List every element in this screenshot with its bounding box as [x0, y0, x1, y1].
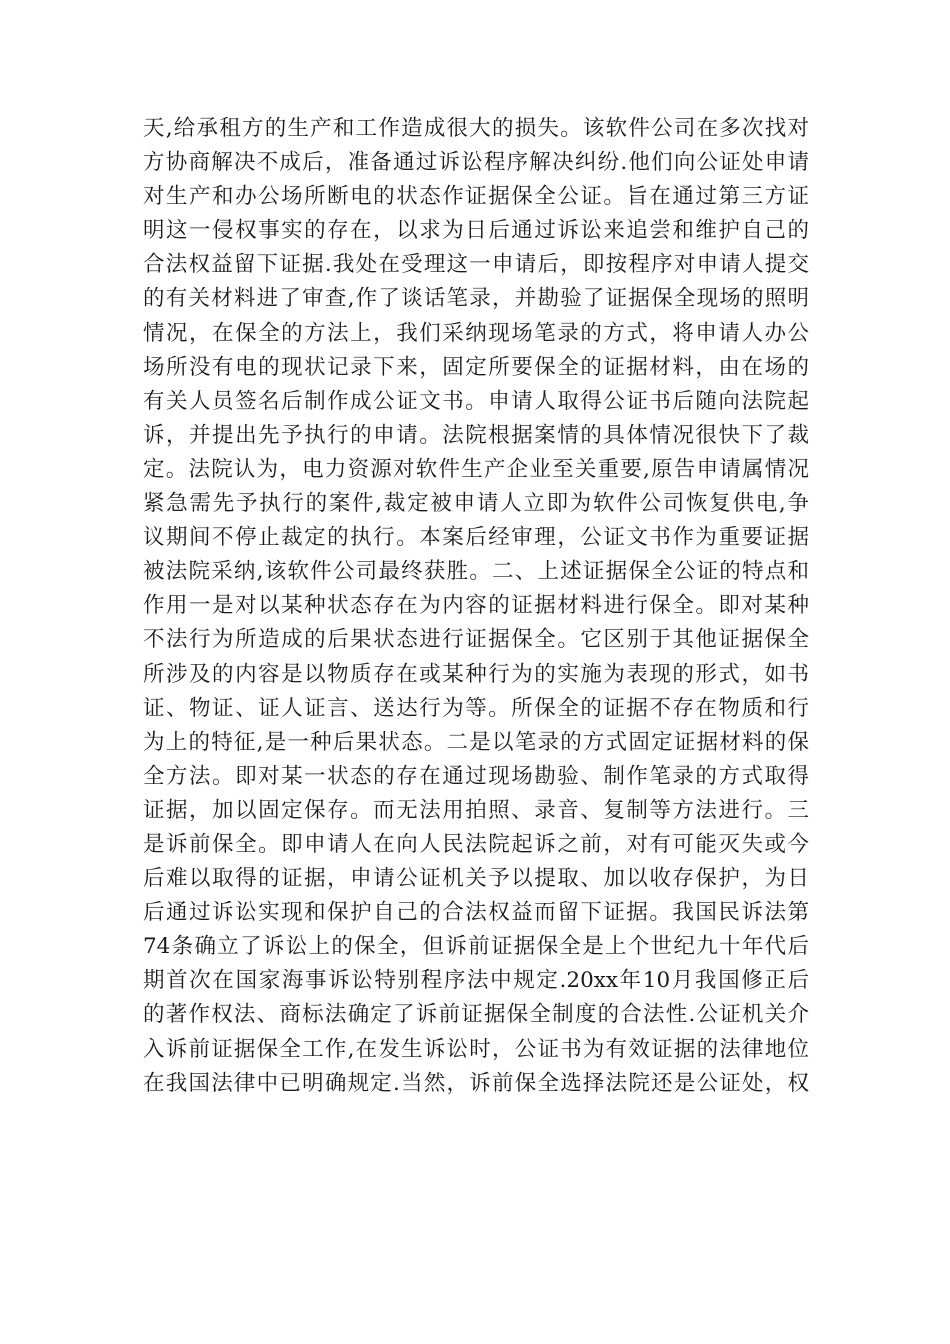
text-line: 的有关材料进了审查,作了谈话笔录，并勘验了证据保全现场的照明: [143, 286, 809, 312]
text-line: 定。法院认为，电力资源对软件生产企业至关重要,原告申请属情况: [143, 456, 809, 482]
text-line: 场所没有电的现状记录下来，固定所要保全的证据材料，由在场的: [143, 354, 809, 380]
text-line: 明这一侵权事实的存在，以求为日后通过诉讼来追尝和维护自己的: [143, 218, 809, 244]
text-line: 被法院采纳,该软件公司最终获胜。二、上述证据保全公证的特点和: [143, 559, 809, 585]
text-line: 证、物证、证人证言、送达行为等。所保全的证据不存在物质和行: [143, 695, 809, 721]
text-line: 天,给承租方的生产和工作造成很大的损失。该软件公司在多次找对: [143, 116, 809, 141]
text-line: 的著作权法、商标法确定了诉前证据保全制度的合法性.公证机关介: [143, 1002, 809, 1028]
text-line: 诉，并提出先予执行的申请。法院根据案情的具体情况很快下了裁: [143, 422, 809, 448]
text-line: 对生产和办公场所断电的状态作证据保全公证。旨在通过第三方证: [143, 184, 809, 210]
text-line: 后难以取得的证据，申请公证机关予以提取、加以收存保护，为日: [143, 866, 809, 892]
body-paragraph: [143, 112, 809, 1101]
text-line: 后通过诉讼实现和保护自己的合法权益而留下证据。我国民诉法第: [143, 900, 809, 926]
text-line: 方协商解决不成后，准备通过诉讼程序解决纠纷.他们向公证处申请: [143, 150, 809, 176]
text-line: 合法权益留下证据.我处在受理这一申请后，即按程序对申请人提交: [143, 252, 809, 278]
text-line: 证据，加以固定保存。而无法用拍照、录音、复制等方法进行。三: [143, 797, 809, 823]
text-line: 74条确立了诉讼上的保全，但诉前证据保全是上个世纪九十年代后: [143, 934, 809, 960]
text-line: 议期间不停止裁定的执行。本案后经审理，公证文书作为重要证据: [143, 525, 809, 551]
text-line: 所涉及的内容是以物质存在或某种行为的实施为表现的形式，如书: [143, 661, 809, 687]
text-line: 是诉前保全。即申请人在向人民法院起诉之前，对有可能灭失或今: [143, 831, 809, 857]
text-line: 作用一是对以某种状态存在为内容的证据材料进行保全。即对某种: [143, 593, 809, 619]
text-line: 入诉前证据保全工作,在发生诉讼时，公证书为有效证据的法律地位: [143, 1036, 809, 1062]
text-line: 期首次在国家海事诉讼特别程序法中规定.20xx年10月我国修正后: [143, 968, 809, 994]
text-line: 紧急需先予执行的案件,裁定被申请人立即为软件公司恢复供电,争: [143, 491, 809, 517]
text-line: 不法行为所造成的后果状态进行证据保全。它区别于其他证据保全: [143, 627, 809, 653]
text-line: 全方法。即对某一状态的存在通过现场勘验、制作笔录的方式取得: [143, 763, 809, 789]
text-line: 有关人员签名后制作成公证文书。申请人取得公证书后随向法院起: [143, 388, 809, 414]
text-line: 在我国法律中已明确规定.当然，诉前保全选择法院还是公证处，权: [143, 1070, 809, 1096]
text-line: 情况，在保全的方法上，我们采纳现场笔录的方式，将申请人办公: [143, 320, 809, 346]
text-line: 为上的特征,是一种后果状态。二是以笔录的方式固定证据材料的保: [143, 729, 809, 755]
